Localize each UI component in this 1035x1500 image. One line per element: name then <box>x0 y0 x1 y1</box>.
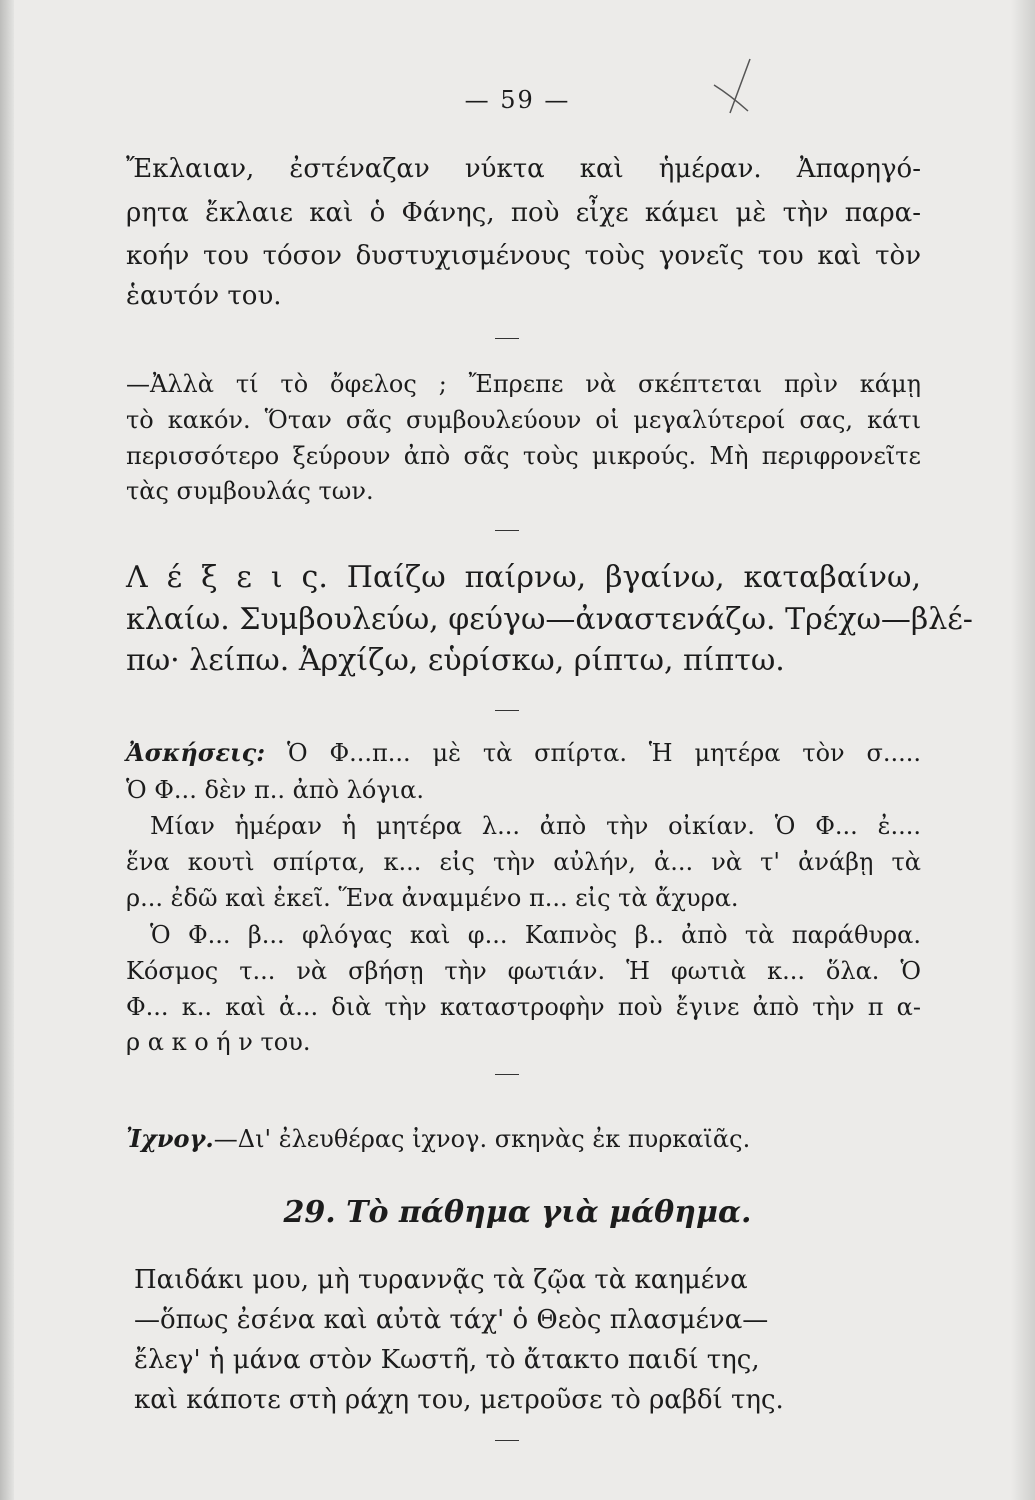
poem-line: ἔλεγ' ἡ μάνα στὸν Κωστῆ, τὸ ἄτακτο παιδί της, <box>134 1345 760 1375</box>
poem-line: —ὅπως ἐσένα καὶ αὐτὰ τάχ' ὁ Θεὸς πλασμένα— <box>134 1305 769 1335</box>
vocabulary-line: κλαίω. Συμβουλεύω, φεύγω—ἀναστενάζω. Τρέχω—βλέ- <box>126 602 973 637</box>
exercise-line: ρ... ἐδῶ καὶ ἐκεῖ. Ἕνα ἀναμμένο π... εἰς τὰ ἄχυρα. <box>126 884 739 912</box>
page-number: — 59 — <box>464 86 571 114</box>
separator <box>495 1440 519 1441</box>
exercise-line: Φ... κ.. καὶ ἀ... διὰ τὴν καταστροφὴν ποὺ ἔγινε ἀπὸ τὴν π α- <box>126 993 921 1021</box>
paragraph-2-line: περισσότερο ξεύρουν ἀπὸ σᾶς τοὺς μικρούς. Μὴ περιφρονεῖτε <box>126 442 921 470</box>
exercise-line: Κόσμος τ... νὰ σβήσῃ τὴν φωτιάν. Ἡ φωτιὰ κ... ὅλα. Ὁ <box>126 957 921 985</box>
section-title: 29. Τὸ πάθημα γιὰ μάθημα. <box>283 1195 752 1230</box>
drawing-text: —Δι' ἐλευθέρας ἰχνογ. σκηνὰς ἐκ πυρκαϊᾶς. <box>213 1125 751 1153</box>
separator <box>495 338 519 339</box>
paragraph-2-line: —Ἀλλὰ τί τὸ ὄφελος ; Ἔπρεπε νὰ σκέπτεται πρὶν κάμῃ <box>126 370 921 398</box>
poem-line: Παιδάκι μου, μὴ τυραννᾷς τὰ ζῷα τὰ καημένα <box>134 1265 748 1295</box>
paragraph-1-line: Ἔκλαιαν, ἐστέναζαν νύκτα καὶ ἡμέραν. Ἀπαρηγό- <box>126 154 921 184</box>
exercise-line: ἕνα κουτὶ σπίρτα, κ... εἰς τὴν αὐλήν, ἀ... νὰ τ' ἀνάβῃ τὰ <box>126 848 921 876</box>
paragraph-1-line: ἑαυτόν του. <box>126 281 282 311</box>
vocabulary-words: Παίζω παίρνω, βγαίνω, καταβαίνω, <box>346 560 921 595</box>
exercise-line: Μίαν ἡμέραν ἡ μητέρα λ... ἀπὸ τὴν οἰκίαν. Ὁ Φ... ἐ.... <box>150 812 921 840</box>
vocabulary-line: πω· λείπω. Ἀρχίζω, εὑρίσκω, ρίπτω, πίπτω. <box>126 643 785 678</box>
exercise-text: Ὁ Φ...π... μὲ τὰ σπίρτα. Ἡ μητέρα τὸν σ..... <box>286 739 921 767</box>
exercise-line <box>126 738 921 767</box>
paragraph-2-line: τὸ κακόν. Ὅταν σᾶς συμβουλεύουν οἱ μεγαλύτεροί σας, κάτι <box>126 406 921 434</box>
exercise-line: Ὁ Φ... δὲν π.. ἀπὸ λόγια. <box>126 776 424 804</box>
exercises-label: Ἀσκήσεις: <box>126 738 266 767</box>
paragraph-1-line: ρητα ἔκλαιε καὶ ὁ Φάνης, ποὺ εἶχε κάμει μὲ τὴν παρα- <box>126 198 921 228</box>
drawing-label: Ἰχνογ. <box>126 1124 214 1153</box>
drawing-exercise-line <box>126 1124 921 1153</box>
separator <box>495 530 519 531</box>
paragraph-2-line: τὰς συμβουλάς των. <box>126 477 374 505</box>
exercise-line: Ὁ Φ... β... φλόγας καὶ φ... Καπνὸς β.. ἀπὸ τὰ παράθυρα. <box>150 921 921 949</box>
poem-line: καὶ κάποτε στὴ ράχη του, μετροῦσε τὸ ραβδί της. <box>134 1385 784 1415</box>
separator <box>495 1074 519 1075</box>
scan-edge-right <box>1011 0 1035 1500</box>
vocabulary-line <box>126 560 921 595</box>
exercise-line: ρ α κ ο ή ν του. <box>126 1028 311 1056</box>
separator <box>495 710 519 711</box>
paragraph-1-line: κοήν του τόσον δυστυχισμένους τοὺς γονεῖς του καὶ τὸν <box>126 241 921 271</box>
vocabulary-label: Λ έ ξ ε ι ς. <box>126 560 328 595</box>
scan-edge-left <box>0 0 14 1500</box>
